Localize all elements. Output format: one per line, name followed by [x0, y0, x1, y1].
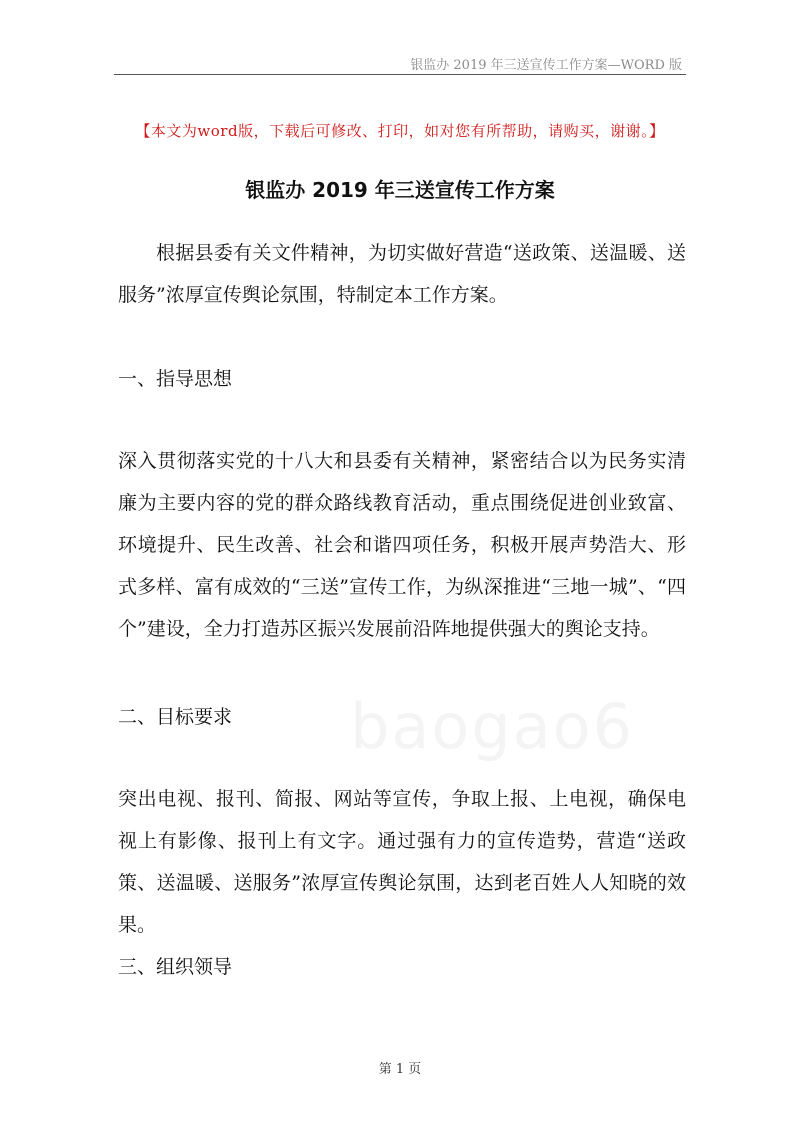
- section-heading-guiding-ideology: 一、指导思想: [118, 368, 233, 390]
- header-divider: [114, 74, 686, 75]
- running-header: 银监办 2019 年三送宣传工作方案—WORD 版: [410, 58, 682, 73]
- section-body-guiding-ideology: 深入贯彻落实党的十八大和县委有关精神，紧密结合以为民务实清廉为主要内容的党的群众路线教育活动，重点围绕促进创业致富、环境提升、民生改善、社会和谐四项任务，积极开展声势浩大、形式多样、富有成效的“三送”宣传工作，为纵深推进“三地一城”、“四个”建设，全力打造苏区振兴发展前沿阵地提供强大的舆论支持。: [118, 450, 686, 640]
- section-heading-goals: 二、目标要求: [118, 706, 233, 728]
- watermark: baogao6: [350, 690, 635, 763]
- page-number: 第 1 页: [378, 1062, 422, 1077]
- intro-paragraph: 根据县委有关文件精神，为切实做好营造“送政策、送温暖、送服务”浓厚宣传舆论氛围，特制定本工作方案。: [118, 242, 686, 306]
- purchase-notice: 【本文为word版，下载后可修改、打印，如对您有所帮助，请购买，谢谢。】: [135, 122, 665, 140]
- section-body-goals: 突出电视、报刊、简报、网站等宣传，争取上报、上电视，确保电视上有影像、报刊上有文字。通过强有力的宣传造势，营造“送政策、送温暖、送服务”浓厚宣传舆论氛围，达到老百姓人人知晓的效果。: [118, 788, 686, 936]
- document-title: 银监办 2019 年三送宣传工作方案: [245, 178, 555, 202]
- section-heading-organization: 三、组织领导: [118, 956, 233, 978]
